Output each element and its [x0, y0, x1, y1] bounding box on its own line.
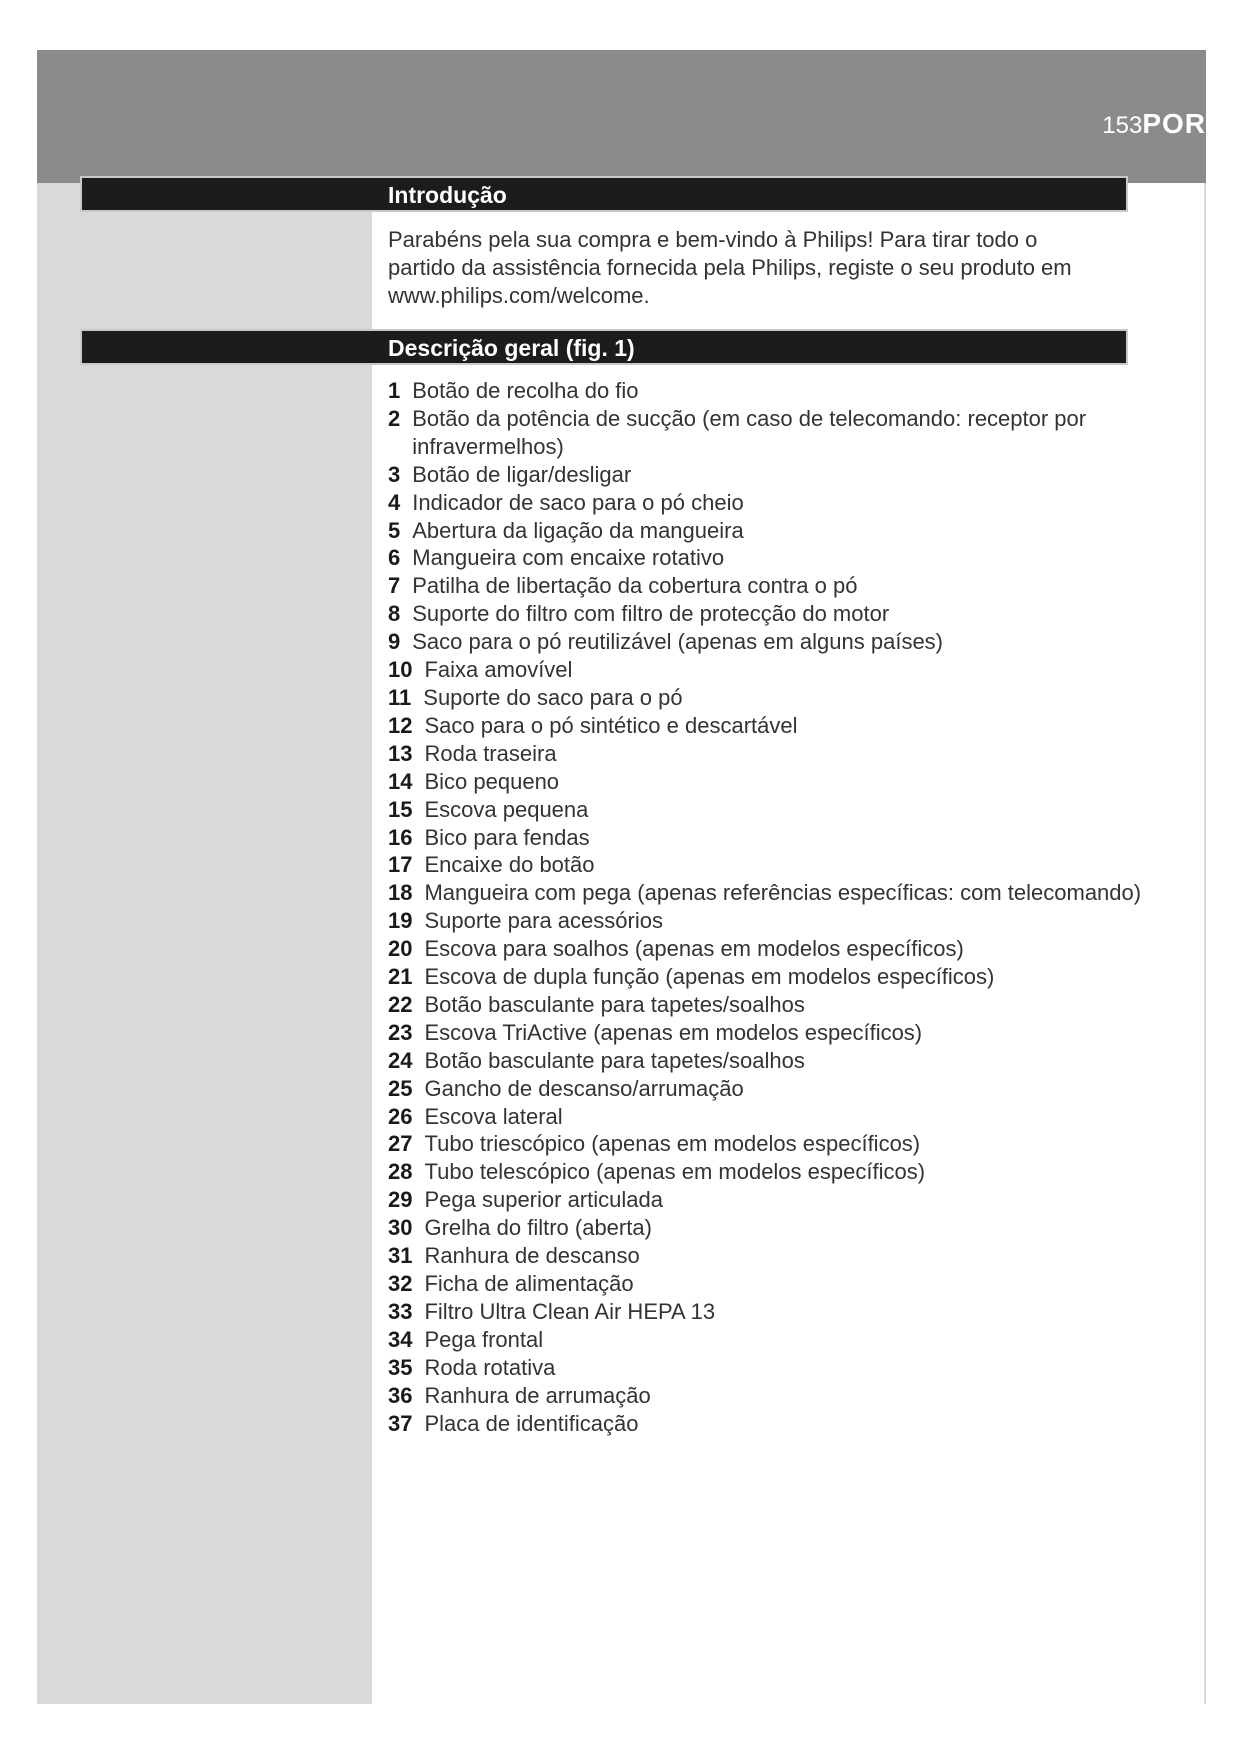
item-number: 8 [388, 601, 401, 627]
section-title-intro: Introdução [388, 182, 507, 208]
item-number: 31 [388, 1243, 413, 1269]
language-code: POR [1142, 108, 1206, 139]
list-item [388, 1103, 1148, 1131]
list-item [388, 851, 1148, 879]
item-number: 25 [388, 1075, 413, 1101]
item-number: 6 [388, 545, 401, 571]
item-label: Escova de dupla função (apenas em modelos específicos) [424, 964, 995, 990]
item-number: 20 [388, 936, 413, 962]
item-label: Filtro Ultra Clean Air HEPA 13 [424, 1298, 716, 1324]
item-number: 15 [388, 796, 413, 822]
item-number: 1 [388, 378, 401, 403]
list-item [388, 1242, 1148, 1270]
list-item [388, 963, 1148, 991]
item-label: Botão da potência de sucção (em caso de telecomando: receptor por infravermelhos) [412, 405, 1087, 459]
item-label: Saco para o pó reutilizável (apenas em alguns países) [412, 629, 943, 655]
item-number: 14 [388, 768, 413, 794]
intro-paragraph: Parabéns pela sua compra e bem-vindo à Philips! Para tirar todo o partido da assistência fornecida pela Philips, registe o seu produto em www.philips.com/welcome. [388, 227, 1072, 308]
item-number: 18 [388, 880, 413, 906]
item-label: Escova lateral [424, 1103, 563, 1129]
item-number: 34 [388, 1326, 413, 1352]
list-item [388, 517, 1148, 545]
item-number: 24 [388, 1047, 413, 1073]
list-item [388, 879, 1148, 907]
item-number: 13 [388, 740, 413, 766]
item-label: Patilha de libertação da cobertura contra o pó [412, 573, 858, 599]
list-item [388, 1186, 1148, 1214]
list-item [388, 684, 1148, 712]
list-item [388, 1130, 1148, 1158]
list-item [388, 991, 1148, 1019]
item-label: Mangueira com encaixe rotativo [412, 545, 725, 571]
list-item [388, 1270, 1148, 1298]
item-label: Pega frontal [424, 1326, 544, 1352]
list-item [388, 405, 1148, 461]
section-header-intro [80, 176, 1128, 212]
item-label: Faixa amovível [424, 657, 573, 683]
item-label: Ranhura de descanso [424, 1243, 640, 1269]
item-number: 12 [388, 712, 413, 738]
item-number: 33 [388, 1298, 413, 1324]
list-item [388, 377, 1148, 405]
page-number [1102, 108, 1206, 140]
item-label: Mangueira com pega (apenas referências específicas: com telecomando) [424, 880, 1142, 906]
list-item [388, 712, 1148, 740]
item-label: Gancho de descanso/arrumação [424, 1075, 744, 1101]
list-item [388, 544, 1148, 572]
item-label: Roda traseira [424, 740, 557, 766]
item-label: Botão basculante para tapetes/soalhos [424, 991, 805, 1017]
list-item [388, 1047, 1148, 1075]
list-item [388, 572, 1148, 600]
item-label: Escova pequena [424, 796, 589, 822]
item-label: Saco para o pó sintético e descartável [424, 712, 798, 738]
item-number: 4 [388, 489, 401, 515]
list-item [388, 1382, 1148, 1410]
list-item [388, 796, 1148, 824]
item-number: 26 [388, 1103, 413, 1129]
item-label: Ficha de alimentação [424, 1271, 634, 1296]
item-number: 27 [388, 1131, 413, 1157]
item-label: Tubo telescópico (apenas em modelos específicos) [424, 1159, 926, 1185]
page-number-value: 153 [1102, 112, 1143, 139]
item-number: 7 [388, 573, 401, 599]
item-label: Suporte do saco para o pó [423, 684, 683, 710]
item-label: Botão de ligar/desligar [412, 461, 632, 487]
item-label: Indicador de saco para o pó cheio [412, 489, 744, 515]
item-label: Bico pequeno [424, 768, 560, 794]
left-margin-column [37, 183, 372, 1704]
list-item [388, 768, 1148, 796]
item-number: 22 [388, 991, 413, 1017]
item-number: 19 [388, 908, 413, 934]
item-label: Suporte do filtro com filtro de protecção do motor [412, 601, 890, 627]
item-number: 5 [388, 517, 401, 543]
item-number: 32 [388, 1271, 413, 1296]
list-item [388, 824, 1148, 852]
section-title-overview: Descrição geral (fig. 1) [388, 335, 635, 361]
section-header-overview [80, 329, 1128, 365]
item-number: 35 [388, 1354, 413, 1380]
item-label: Escova TriActive (apenas em modelos específicos) [424, 1019, 923, 1045]
item-label: Roda rotativa [424, 1354, 556, 1380]
item-number: 3 [388, 461, 401, 487]
item-label: Placa de identificação [424, 1410, 639, 1436]
item-label: Bico para fendas [424, 824, 590, 850]
list-item [388, 935, 1148, 963]
item-label: Suporte para acessórios [424, 908, 663, 934]
item-number: 11 [388, 684, 412, 710]
list-item [388, 740, 1148, 768]
item-number: 21 [388, 964, 413, 990]
item-label: Pega superior articulada [424, 1187, 663, 1213]
parts-list [388, 377, 1148, 1437]
item-number: 30 [388, 1215, 413, 1241]
list-item [388, 461, 1148, 489]
item-number: 10 [388, 657, 413, 683]
list-item [388, 600, 1148, 628]
item-number: 2 [388, 405, 401, 431]
list-item [388, 907, 1148, 935]
list-item [388, 628, 1148, 656]
item-label: Abertura da ligação da mangueira [412, 517, 744, 543]
header-band [37, 50, 1206, 183]
item-number: 28 [388, 1159, 413, 1185]
list-item [388, 489, 1148, 517]
list-item [388, 1298, 1148, 1326]
list-item [388, 1326, 1148, 1354]
list-item [388, 1410, 1148, 1438]
item-number: 23 [388, 1019, 413, 1045]
item-number: 17 [388, 852, 413, 878]
item-number: 36 [388, 1382, 413, 1408]
list-item [388, 656, 1148, 684]
item-number: 9 [388, 629, 401, 655]
list-item [388, 1158, 1148, 1186]
item-number: 16 [388, 824, 413, 850]
item-number: 37 [388, 1410, 413, 1436]
item-number: 29 [388, 1187, 413, 1213]
item-label: Botão de recolha do fio [412, 378, 639, 403]
list-item [388, 1075, 1148, 1103]
list-item [388, 1354, 1148, 1382]
list-item [388, 1214, 1148, 1242]
item-label: Escova para soalhos (apenas em modelos específicos) [424, 936, 964, 962]
item-label: Tubo triescópico (apenas em modelos específicos) [424, 1131, 921, 1157]
item-label: Grelha do filtro (aberta) [424, 1215, 652, 1241]
right-edge-rule [1204, 183, 1206, 1704]
item-label: Encaixe do botão [424, 852, 595, 878]
list-item [388, 1019, 1148, 1047]
item-label: Botão basculante para tapetes/soalhos [424, 1047, 805, 1073]
item-label: Ranhura de arrumação [424, 1382, 651, 1408]
